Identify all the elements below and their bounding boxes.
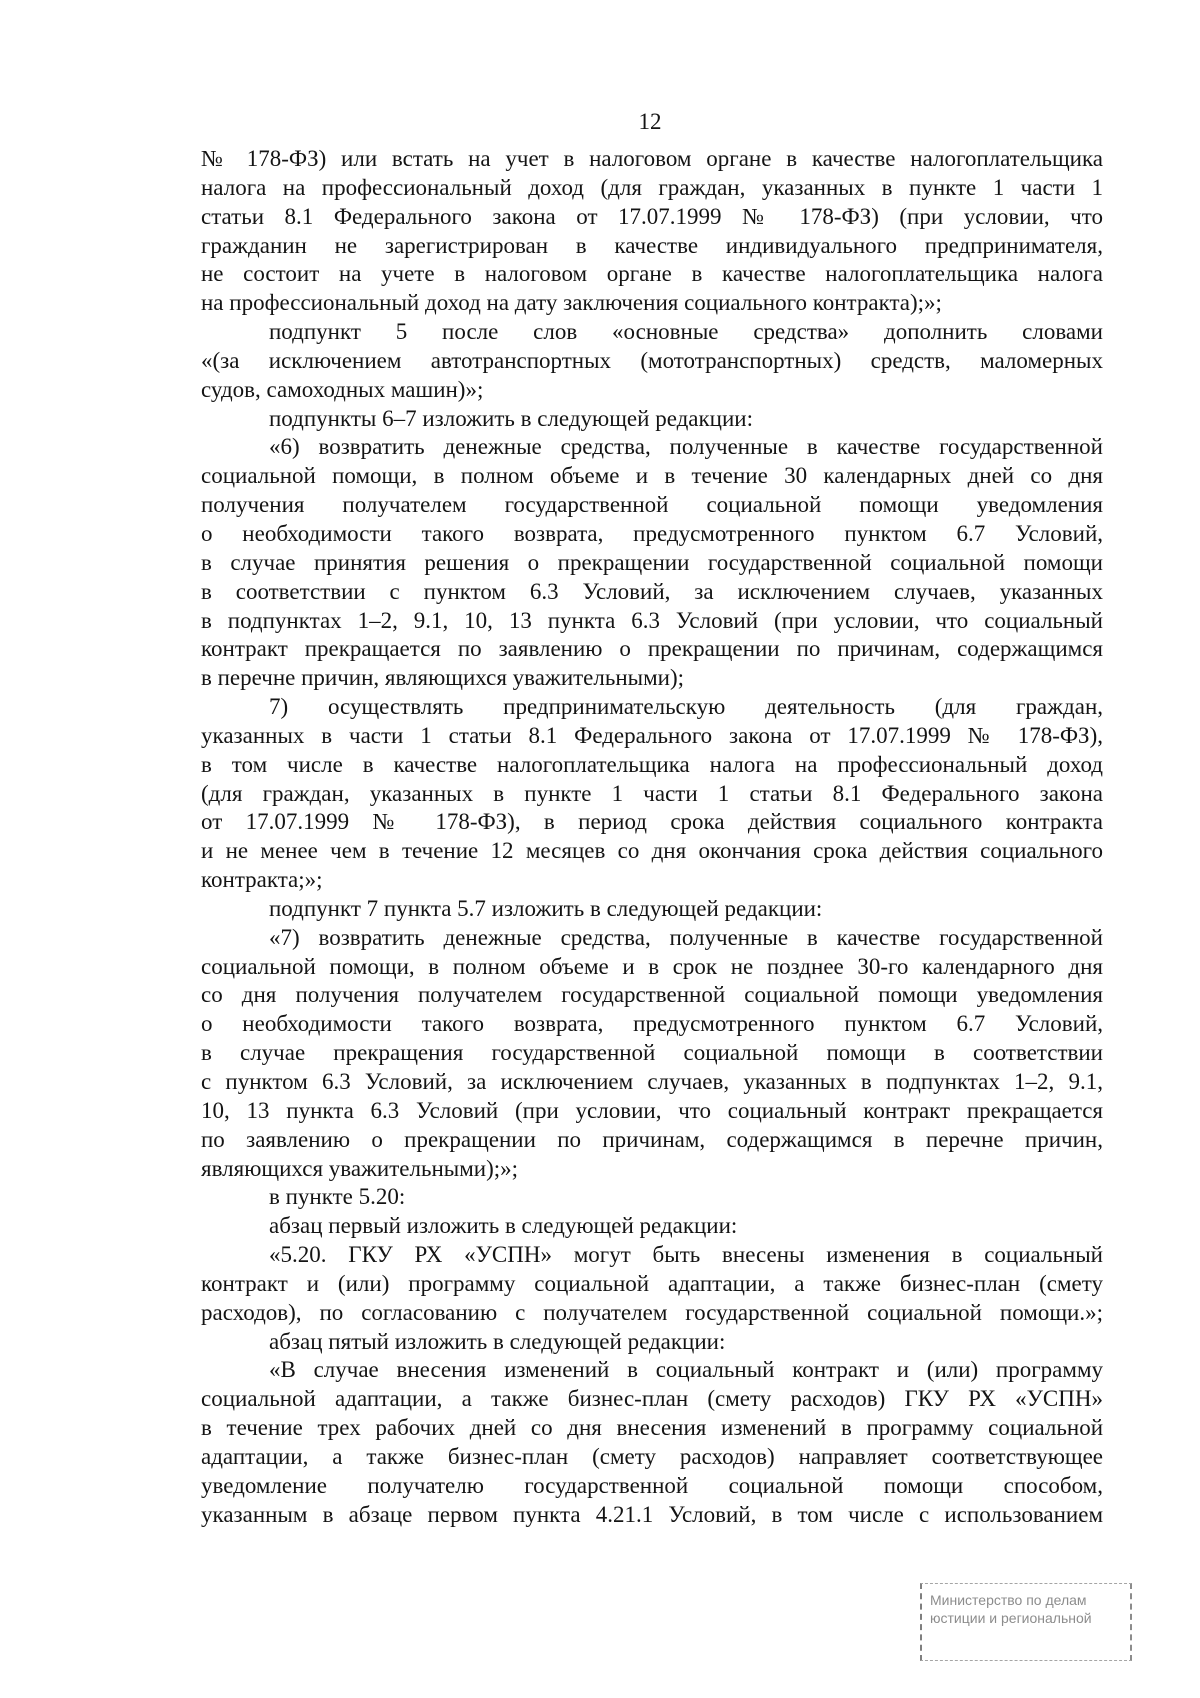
text-line: № 178-ФЗ) или встать на учет в налоговом органе в качестве налогоплательщика: [201, 146, 1103, 171]
text-line: в пункте 5.20:: [269, 1184, 406, 1210]
text-line: о необходимости такого возврата, предусмотренного пунктом 6.7 Условий,: [201, 1011, 1103, 1037]
document-body: [201, 145, 1103, 1530]
text-line: являющихся уважительными);»;: [201, 1155, 519, 1181]
page-number: 12: [638, 109, 662, 134]
text-line: о необходимости такого возврата, предусмотренного пунктом 6.7 Условий,: [201, 520, 1103, 546]
text-line: социальной помощи, в полном объеме и в течение 30 календарных дней со дня: [201, 463, 1103, 489]
text-line: в подпунктах 1–2, 9.1, 10, 13 пункта 6.3 Условий (при условии, что социальный: [201, 607, 1103, 633]
text-line: получения получателем государственной социальной помощи уведомления: [201, 492, 1103, 518]
text-line: на профессиональный доход на дату заключения социального контракта);»;: [201, 290, 942, 316]
text-line: контракт и (или) программу социальной адаптации, а также бизнес-план (смету: [201, 1270, 1103, 1296]
text-line: «6) возвратить денежные средства, полученные в качестве государственной: [269, 434, 1103, 460]
stamp-line-1: Министерство по делам: [930, 1592, 1087, 1608]
text-line: подпункт 7 пункта 5.7 изложить в следующей редакции:: [269, 895, 823, 921]
text-line: социальной помощи, в полном объеме и в срок не позднее 30-го календарного дня: [201, 953, 1103, 979]
text-line: абзац первый изложить в следующей редакции:: [269, 1213, 738, 1239]
text-line: уведомление получателю государственной социальной помощи способом,: [201, 1472, 1103, 1498]
text-line: «5.20. ГКУ РХ «УСПН» могут быть внесены изменения в социальный: [269, 1242, 1103, 1268]
text-line: подпункт 5 после слов «основные средства» дополнить словами: [269, 319, 1103, 345]
text-line: в соответствии с пунктом 6.3 Условий, за исключением случаев, указанных: [201, 578, 1103, 604]
text-line: налога на профессиональный доход (для граждан, указанных в пункте 1 части 1: [201, 174, 1103, 200]
text-line: адаптации, а также бизнес-план (смету расходов) направляет соответствующее: [201, 1443, 1103, 1469]
text-line: 10, 13 пункта 6.3 Условий (при условии, что социальный контракт прекращается: [201, 1097, 1103, 1123]
text-line: в том числе в качестве налогоплательщика налога на профессиональный доход: [201, 751, 1103, 777]
text-line: социальной адаптации, а также бизнес-план (смету расходов) ГКУ РХ «УСПН»: [201, 1386, 1103, 1412]
text-line: не состоит на учете в налоговом органе в качестве налогоплательщика налога: [201, 261, 1103, 287]
registration-stamp: [920, 1583, 1132, 1661]
text-line: с пунктом 6.3 Условий, за исключением случаев, указанных в подпунктах 1–2, 9.1,: [201, 1069, 1103, 1094]
text-line: (для граждан, указанных в пункте 1 части 1 статьи 8.1 Федерального закона: [201, 780, 1103, 806]
text-line: в случае принятия решения о прекращении государственной социальной помощи: [201, 549, 1103, 575]
text-line: со дня получения получателем государственной социальной помощи уведомления: [201, 982, 1103, 1008]
text-line: в случае прекращения государственной социальной помощи в соответствии: [201, 1040, 1103, 1066]
text-line: подпункты 6–7 изложить в следующей редакции:: [269, 405, 753, 431]
text-line: 7) осуществлять предпринимательскую деятельность (для граждан,: [269, 694, 1103, 720]
text-line: и не менее чем в течение 12 месяцев со дня окончания срока действия социального: [201, 838, 1103, 864]
text-line: в перечне причин, являющихся уважительными);: [201, 665, 685, 691]
text-line: гражданин не зарегистрирован в качестве индивидуального предпринимателя,: [201, 232, 1103, 258]
text-line: абзац пятый изложить в следующей редакции:: [269, 1328, 726, 1354]
text-line: контракт прекращается по заявлению о прекращении по причинам, содержащимся: [201, 636, 1103, 662]
text-line: «(за исключением автотранспортных (мототранспортных) средств, маломерных: [201, 347, 1103, 373]
text-line: «В случае внесения изменений в социальный контракт и (или) программу: [269, 1357, 1103, 1383]
text-line: контракта;»;: [201, 867, 323, 893]
text-line: расходов), по согласованию с получателем государственной социальной помощи.»;: [201, 1299, 1103, 1325]
text-line: «7) возвратить денежные средства, полученные в качестве государственной: [269, 924, 1103, 950]
text-line: указанных в части 1 статьи 8.1 Федерального закона от 17.07.1999 № 178-ФЗ),: [201, 722, 1103, 748]
text-line: от 17.07.1999 № 178-ФЗ), в период срока действия социального контракта: [201, 809, 1103, 835]
stamp-line-2: юстиции и региональной: [930, 1610, 1092, 1626]
text-line: в течение трех рабочих дней со дня внесения изменений в программу социальной: [201, 1415, 1103, 1441]
text-line: статьи 8.1 Федерального закона от 17.07.1999 № 178-ФЗ) (при условии, что: [201, 203, 1103, 229]
text-line: судов, самоходных машин)»;: [201, 376, 484, 402]
text-line: указанным в абзаце первом пункта 4.21.1 Условий, в том числе с использованием: [201, 1501, 1103, 1527]
text-line: по заявлению о прекращении по причинам, содержащимся в перечне причин,: [201, 1126, 1103, 1152]
